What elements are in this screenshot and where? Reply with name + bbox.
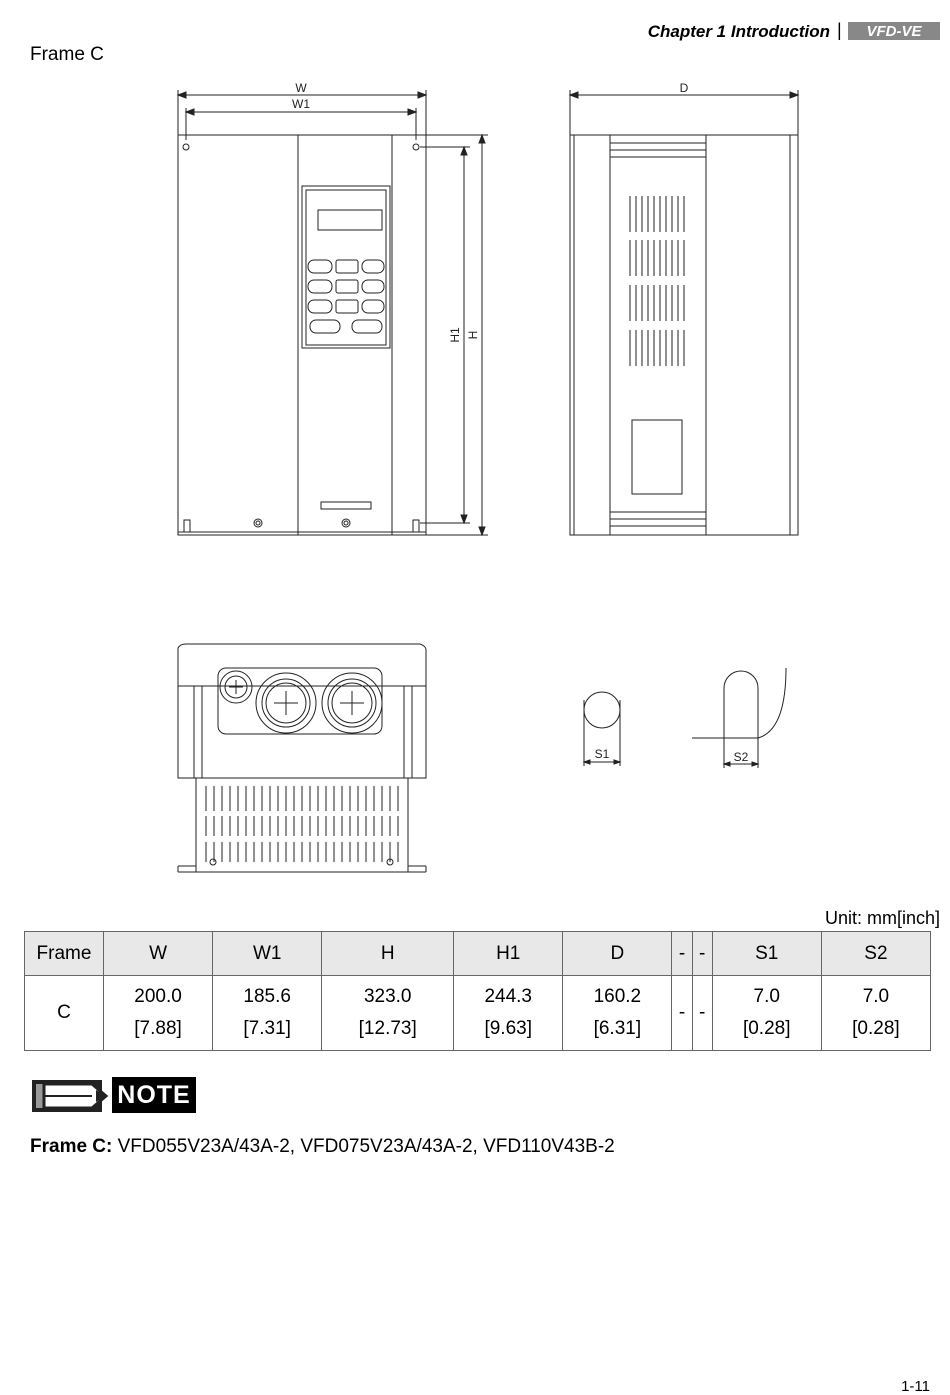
header-dash-2: -: [692, 932, 712, 976]
cell-d: 160.2 [6.31]: [563, 976, 672, 1051]
h-label: H: [466, 330, 480, 340]
cell-h: 323.0 [12.73]: [322, 976, 454, 1051]
cell-dash-2: -: [692, 976, 712, 1051]
header-w: W: [104, 932, 213, 976]
svg-text:VFD-VE: VFD-VE: [866, 23, 922, 40]
table-header-row: [25, 932, 931, 976]
header-frame: Frame: [25, 932, 104, 976]
header-w1: W1: [213, 932, 322, 976]
chapter-heading: Chapter 1 Introduction: [647, 22, 830, 41]
side-view: [570, 81, 798, 535]
h1-label: H1: [448, 327, 462, 343]
cell-h1: 244.3 [9.63]: [454, 976, 563, 1051]
cell-w: 200.0 [7.88]: [104, 976, 213, 1051]
cell-frame: C: [25, 976, 104, 1051]
header-s2: S2: [821, 932, 930, 976]
cell-w1: 185.6 [7.31]: [213, 976, 322, 1051]
front-view: [178, 81, 488, 535]
header-separator: |: [837, 20, 842, 40]
frame-title: Frame C: [30, 44, 104, 65]
cell-s2: 7.0 [0.28]: [821, 976, 930, 1051]
unit-label: Unit: mm[inch]: [824, 908, 940, 928]
cell-s1: 7.0 [0.28]: [712, 976, 821, 1051]
table-row: [25, 976, 931, 1051]
header-dash-1: -: [672, 932, 692, 976]
s2-label: S2: [733, 750, 749, 764]
s1-detail: [584, 692, 620, 766]
dimension-table: [24, 931, 931, 1051]
w1-label: W1: [292, 97, 310, 111]
d-label: D: [679, 81, 689, 95]
header-d: D: [563, 932, 672, 976]
bottom-view: [178, 644, 426, 872]
note-text: Frame C: VFD055V23A/43A-2, VFD075V23A/43A-2, VFD110V43B-2: [30, 1136, 615, 1157]
note-label: NOTE: [112, 1077, 196, 1113]
header-h: H: [322, 932, 454, 976]
s1-label: S1: [594, 747, 610, 761]
s2-detail: [692, 668, 786, 768]
header-h1: H1: [454, 932, 563, 976]
page-number: 1-11: [901, 1378, 930, 1395]
header-s1: S1: [712, 932, 821, 976]
cell-dash-1: -: [672, 976, 692, 1051]
pencil-icon: [30, 1076, 110, 1116]
w-label: W: [295, 81, 307, 95]
